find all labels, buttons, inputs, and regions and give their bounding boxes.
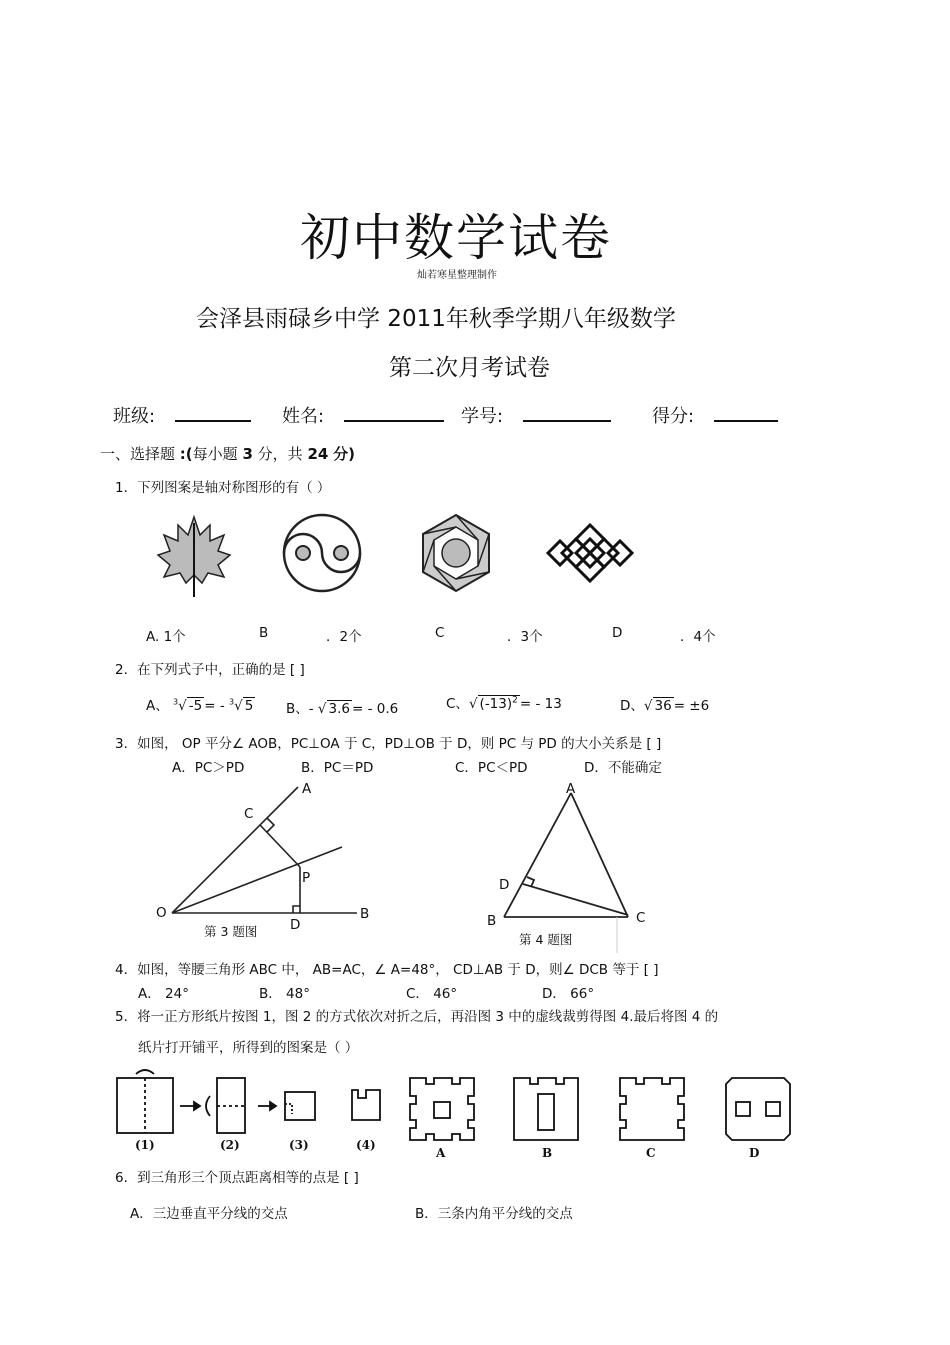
- score-blank: [714, 404, 778, 422]
- q2-option-d: D、√ 36 = ±6: [620, 698, 710, 714]
- class-blank: [175, 404, 251, 422]
- q3-option-c: C．PC＜PD: [455, 760, 528, 776]
- q3-label-o: O: [156, 905, 167, 921]
- name-label: 姓名:: [282, 406, 325, 427]
- maple-leaf-figure: [158, 517, 230, 597]
- name-field: [282, 402, 444, 428]
- q2-a-rad2: 5: [244, 698, 254, 714]
- q2-c-rest: = - 13: [519, 696, 562, 712]
- q5-choice-c-label: C: [646, 1146, 656, 1160]
- id-field: [461, 402, 611, 428]
- q4-option-c: C． 46°: [406, 986, 458, 1002]
- q3-label-d: D: [290, 917, 301, 933]
- q5-step3-label: (3): [289, 1138, 309, 1152]
- score-field: [652, 402, 778, 428]
- q3-option-a: A．PC＞PD: [172, 760, 245, 776]
- q2-a-index2: 3: [229, 697, 235, 707]
- q2-b-label: B、-: [286, 701, 314, 717]
- section-each: 每小题: [192, 445, 238, 463]
- q5-choice-a-label: A: [436, 1146, 446, 1160]
- q2-option-b: B、- √ 3.6 = - 0.6: [286, 701, 399, 717]
- q2-text: 2．在下列式子中，正确的是 [ ]: [115, 662, 305, 678]
- q5-choice-b-label: B: [542, 1146, 553, 1160]
- q5-figures: [110, 1068, 800, 1158]
- q3-label-a: A: [302, 781, 312, 797]
- name-blank: [344, 404, 444, 422]
- q5-line1: 5．将一正方形纸片按图 1，图 2 的方式依次对折之后，再沿图 3 中的虚线裁剪得图 4.最后将图 4 的: [115, 1009, 719, 1025]
- q2-c-label: C、: [446, 696, 469, 712]
- class-label: 班级:: [113, 406, 156, 427]
- q2-option-c: C、√ $(-13)^2$ = - 13: [446, 695, 562, 712]
- q2-b-rest: = - 0.6: [352, 701, 399, 717]
- q2-a-rad1: -5: [188, 698, 203, 714]
- q4-option-b: B． 48°: [259, 986, 310, 1002]
- q2-d-label: D、: [620, 698, 644, 714]
- q1-text: 1．下列图案是轴对称图形的有（ ）: [115, 480, 331, 496]
- id-blank: [523, 404, 611, 422]
- section-points-each: 3: [242, 445, 253, 463]
- q5-line2: 纸片打开铺平，所得到的图案是（ ）: [138, 1040, 359, 1056]
- section-total: 24: [307, 445, 329, 463]
- q3-option-b: B．PC＝PD: [301, 760, 374, 776]
- q3-label-p: P: [302, 870, 311, 886]
- q1-option-b-letter: B: [259, 625, 269, 641]
- q4-caption: 第 4 题图: [519, 932, 573, 947]
- q3-caption: 第 3 题图: [204, 924, 258, 939]
- q5-choice-d-label: D: [749, 1146, 760, 1160]
- q2-a-eq: = -: [204, 698, 225, 714]
- q5-step2-label: (2): [220, 1138, 240, 1152]
- q1-option-d: ．4个: [680, 629, 716, 645]
- q5-step4-label: (4): [356, 1138, 376, 1152]
- section-unit1: 分，共: [257, 445, 303, 463]
- class-field: [113, 402, 251, 428]
- q3-text: 3．如图， OP 平分∠ AOB，PC⊥OA 于 C，PD⊥OB 于 D，则 PC 与 PD 的大小关系是 [ ]: [115, 736, 662, 752]
- q5-step1-label: (1): [135, 1138, 155, 1152]
- q1-figures: [150, 513, 730, 603]
- id-label: 学号:: [461, 406, 504, 427]
- q2-c-exp: 2: [512, 695, 518, 706]
- q4-text: 4．如图，等腰三角形 ABC 中， AB=AC，∠ A=48°， CD⊥AB 于 D，则∠ DCB 等于 [ ]: [115, 962, 659, 978]
- score-label: 得分:: [652, 406, 695, 427]
- section-paren: :(: [179, 445, 193, 463]
- school-line: 会泽县雨碌乡中学 2011年秋季学期八年级数学: [196, 306, 676, 332]
- q6-option-a: A．三边垂直平分线的交点: [130, 1206, 288, 1222]
- q4-label-b: B: [487, 913, 497, 929]
- q4-option-d: D． 66°: [542, 986, 595, 1002]
- section-heading: [100, 443, 355, 464]
- q4-label-a: A: [566, 781, 576, 797]
- exam-name: 第二次月考试卷: [389, 355, 550, 381]
- q3-label-b: B: [360, 906, 370, 922]
- q3-label-c: C: [244, 806, 254, 822]
- credit-line: 灿若寒星整理制作: [417, 270, 497, 281]
- q2-b-rad: 3.6: [328, 701, 351, 717]
- section-unit2: 分): [333, 445, 355, 463]
- q4-label-d: D: [499, 877, 510, 893]
- q2-d-rad: 36: [654, 698, 672, 714]
- q2-a-index1: 3: [173, 697, 179, 707]
- q2-a-label: A、: [146, 698, 169, 714]
- q1-option-a: A. 1个: [146, 629, 186, 645]
- q2-option-a: A、 $^3$√ -5 = - $^3$√ 5: [146, 697, 254, 714]
- page-title: 初中数学试卷: [300, 209, 612, 267]
- q1-option-d-letter: D: [612, 625, 623, 641]
- section-prefix: 一、选择题: [100, 445, 176, 463]
- q3-option-d: D．不能确定: [584, 760, 662, 776]
- q1-option-b: ．2个: [326, 629, 362, 645]
- q1-option-c-letter: C: [435, 625, 445, 641]
- q1-option-c: ．3个: [507, 629, 543, 645]
- q2-c-rad: (-13): [479, 696, 513, 712]
- q6-text: 6．到三角形三个顶点距离相等的点是 [ ]: [115, 1170, 359, 1186]
- knot-figure: [548, 525, 632, 581]
- q4-option-a: A． 24°: [138, 986, 189, 1002]
- q3-figure: [150, 780, 390, 945]
- hexagon-figure: [423, 515, 489, 591]
- yin-yang-figure: [284, 515, 360, 591]
- q6-option-b: B．三条内角平分线的交点: [415, 1206, 573, 1222]
- q4-label-c: C: [636, 910, 646, 926]
- q2-d-rest: = ±6: [673, 698, 710, 714]
